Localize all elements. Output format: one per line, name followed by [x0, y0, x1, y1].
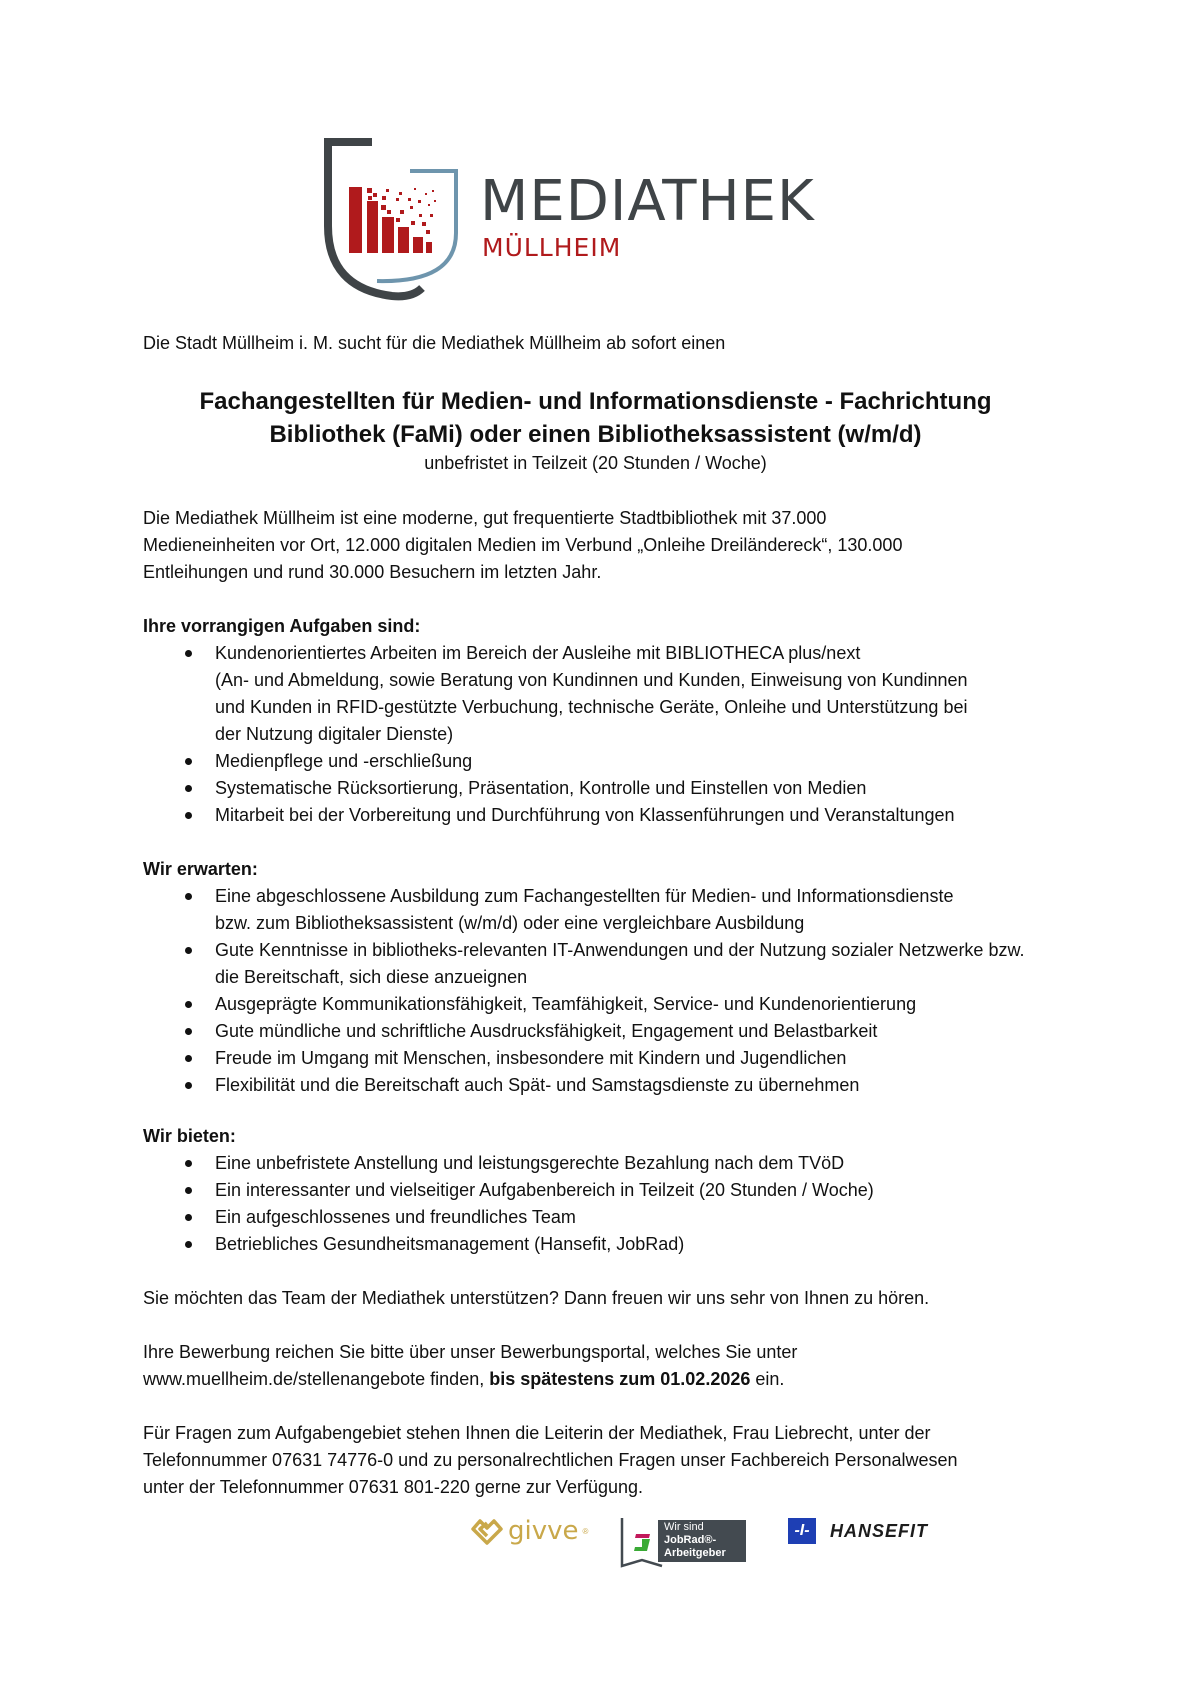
list-item-line: Systematische Rücksortierung, Präsentation, Kontrolle und Einstellen von Medien [215, 778, 867, 798]
logo-title: MEDIATHEK [480, 169, 815, 234]
application-portal-link[interactable]: www.muellheim.de/stellenangebote [143, 1369, 426, 1389]
closing-text [143, 1285, 1143, 1312]
list-item-line: Kundenorientiertes Arbeiten im Bereich der Ausleihe mit BIBLIOTHECA plus/next [215, 643, 861, 663]
list-item [143, 1150, 1143, 1177]
list-item [143, 1018, 1143, 1045]
bullet-icon [185, 812, 192, 819]
application-text: ein. [750, 1369, 785, 1389]
bullet-icon [185, 947, 192, 954]
logo-subtitle: MÜLLHEIM [482, 233, 622, 262]
mediathek-logo [322, 138, 815, 308]
closing-line: Sie möchten das Team der Mediathek unterstützen? Dann freuen wir uns sehr von Ihnen zu hören. [143, 1288, 930, 1308]
employment-type: unbefristet in Teilzeit (20 Stunden / Woche) [424, 453, 767, 473]
description [143, 505, 1143, 586]
list-item-line: Gute mündliche und schriftliche Ausdrucksfähigkeit, Engagement und Belastbarkeit [215, 1021, 878, 1041]
givve-text: givve [508, 1516, 579, 1546]
list-item-line: Medienpflege und -erschließung [215, 751, 473, 771]
list-item-line: Betriebliches Gesundheitsmanagement (Hansefit, JobRad) [215, 1234, 685, 1254]
list-item-line: die Bereitschaft, sich diese anzueignen [215, 967, 528, 987]
description-line: Die Mediathek Müllheim ist eine moderne, gut frequentierte Stadtbibliothek mit 37.000 [143, 508, 827, 528]
list-item [143, 1177, 1143, 1204]
intro-text: Die Stadt Müllheim i. M. sucht für die Mediathek Müllheim ab sofort einen [143, 333, 726, 353]
bullet-icon [185, 893, 192, 900]
list-item-line: bzw. zum Bibliotheksassistent (w/m/d) oder eine vergleichbare Ausbildung [215, 913, 805, 933]
list-item [143, 1072, 1143, 1099]
list-item [143, 1231, 1143, 1258]
list-item-line: Mitarbeit bei der Vorbereitung und Durchführung von Klassenführungen und Veranstaltungen [215, 805, 955, 825]
list-item-line: Gute Kenntnisse in bibliotheks-relevanten IT-Anwendungen und der Nutzung sozialer Netzwerke bzw. [215, 940, 1025, 960]
description-line: Entleihungen und rund 30.000 Besuchern im letzten Jahr. [143, 562, 602, 582]
list-item-line: Ein aufgeschlossenes und freundliches Team [215, 1207, 576, 1227]
list-item-line: der Nutzung digitaler Dienste) [215, 724, 454, 744]
job-title-line: Fachangestellten für Medien- und Informationsdienste - Fachrichtung [199, 388, 992, 415]
expectations-section [143, 856, 1143, 1099]
list-item [143, 883, 1143, 937]
jobrad-line: JobRad®- [664, 1534, 717, 1546]
bullet-icon [185, 1160, 192, 1167]
section-heading: Ihre vorrangigen Aufgaben sind: [143, 616, 421, 636]
section-heading: Wir bieten: [143, 1126, 236, 1146]
list-item [143, 775, 1143, 802]
hansefit-text: HANSEFIT [830, 1520, 928, 1541]
job-posting [143, 330, 1143, 1501]
list-item [143, 1204, 1143, 1231]
list-item [143, 937, 1143, 991]
tasks-list [143, 640, 1143, 829]
offers-list [143, 1150, 1143, 1258]
expectations-list [143, 883, 1143, 1099]
section-heading: Wir erwarten: [143, 859, 258, 879]
list-item [143, 991, 1143, 1018]
givve-logo [470, 1516, 588, 1546]
bullet-icon [185, 1241, 192, 1248]
list-item-line: Flexibilität und die Bereitschaft auch Spät- und Samstagsdienste zu übernehmen [215, 1075, 860, 1095]
application-line: Ihre Bewerbung reichen Sie bitte über unser Bewerbungsportal, welches Sie unter [143, 1342, 798, 1362]
jobrad-line: Wir sind [664, 1521, 704, 1533]
bullet-icon [185, 1055, 192, 1062]
partner-logos [460, 1510, 940, 1580]
list-item-line: und Kunden in RFID-gestützte Verbuchung, technische Geräte, Onleihe und Unterstützung bei [215, 697, 968, 717]
bullet-icon [185, 1082, 192, 1089]
application-deadline: bis spätestens zum 01.02.2026 [489, 1369, 751, 1389]
hansefit-logo [788, 1518, 928, 1544]
list-item [143, 802, 1143, 829]
list-item-line: Eine unbefristete Anstellung und leistungsgerechte Bezahlung nach dem TVöD [215, 1153, 845, 1173]
list-item-line: Freude im Umgang mit Menschen, insbesondere mit Kindern und Jugendlichen [215, 1048, 847, 1068]
list-item-line: (An- und Abmeldung, sowie Beratung von Kundinnen und Kunden, Einweisung von Kundinnen [215, 670, 968, 690]
jobrad-label [658, 1520, 746, 1562]
description-line: Medieneinheiten vor Ort, 12.000 digitalen Medien im Verbund „Onleihe Dreiländereck“, 130.000 [143, 535, 903, 555]
application-text: finden, [425, 1369, 490, 1389]
application-info [143, 1339, 1143, 1393]
bullet-icon [185, 1028, 192, 1035]
bullet-icon [185, 785, 192, 792]
bullet-icon [185, 758, 192, 765]
list-item [143, 748, 1143, 775]
contact-info [143, 1420, 1143, 1501]
shield-bars-icon [322, 138, 472, 308]
list-item-line: Ausgeprägte Kommunikationsfähigkeit, Teamfähigkeit, Service- und Kundenorientierung [215, 994, 917, 1014]
list-item-line: Eine abgeschlossene Ausbildung zum Fachangestellten für Medien- und Informationsdienste [215, 886, 954, 906]
application-line [143, 1366, 1143, 1393]
bullet-icon [185, 650, 192, 657]
bullet-icon [185, 1001, 192, 1008]
jobrad-logo [620, 1518, 750, 1566]
givve-reg: ® [582, 1526, 589, 1536]
offers-section [143, 1123, 1143, 1258]
bullet-icon [185, 1214, 192, 1221]
job-title-line: Bibliothek (FaMi) oder einen Bibliotheksassistent (w/m/d) [269, 421, 922, 448]
givve-heart-icon [470, 1517, 504, 1545]
list-item [143, 1045, 1143, 1072]
list-item-line: Ein interessanter und vielseitiger Aufgabenbereich in Teilzeit (20 Stunden / Woche) [215, 1180, 874, 1200]
contact-line: Telefonnummer 07631 74776-0 und zu personalrechtlichen Fragen unser Fachbereich Personalwesen [143, 1450, 958, 1470]
hansefit-badge-icon: -I- [788, 1518, 816, 1544]
bullet-icon [185, 1187, 192, 1194]
tasks-section [143, 613, 1143, 829]
jobrad-line: Arbeitgeber [664, 1547, 726, 1559]
contact-line: Für Fragen zum Aufgabengebiet stehen Ihnen die Leiterin der Mediathek, Frau Liebrecht, unter der [143, 1423, 931, 1443]
contact-line: unter der Telefonnummer 07631 801-220 gerne zur Verfügung. [143, 1477, 644, 1497]
list-item [143, 640, 1143, 748]
job-title [143, 385, 1048, 451]
